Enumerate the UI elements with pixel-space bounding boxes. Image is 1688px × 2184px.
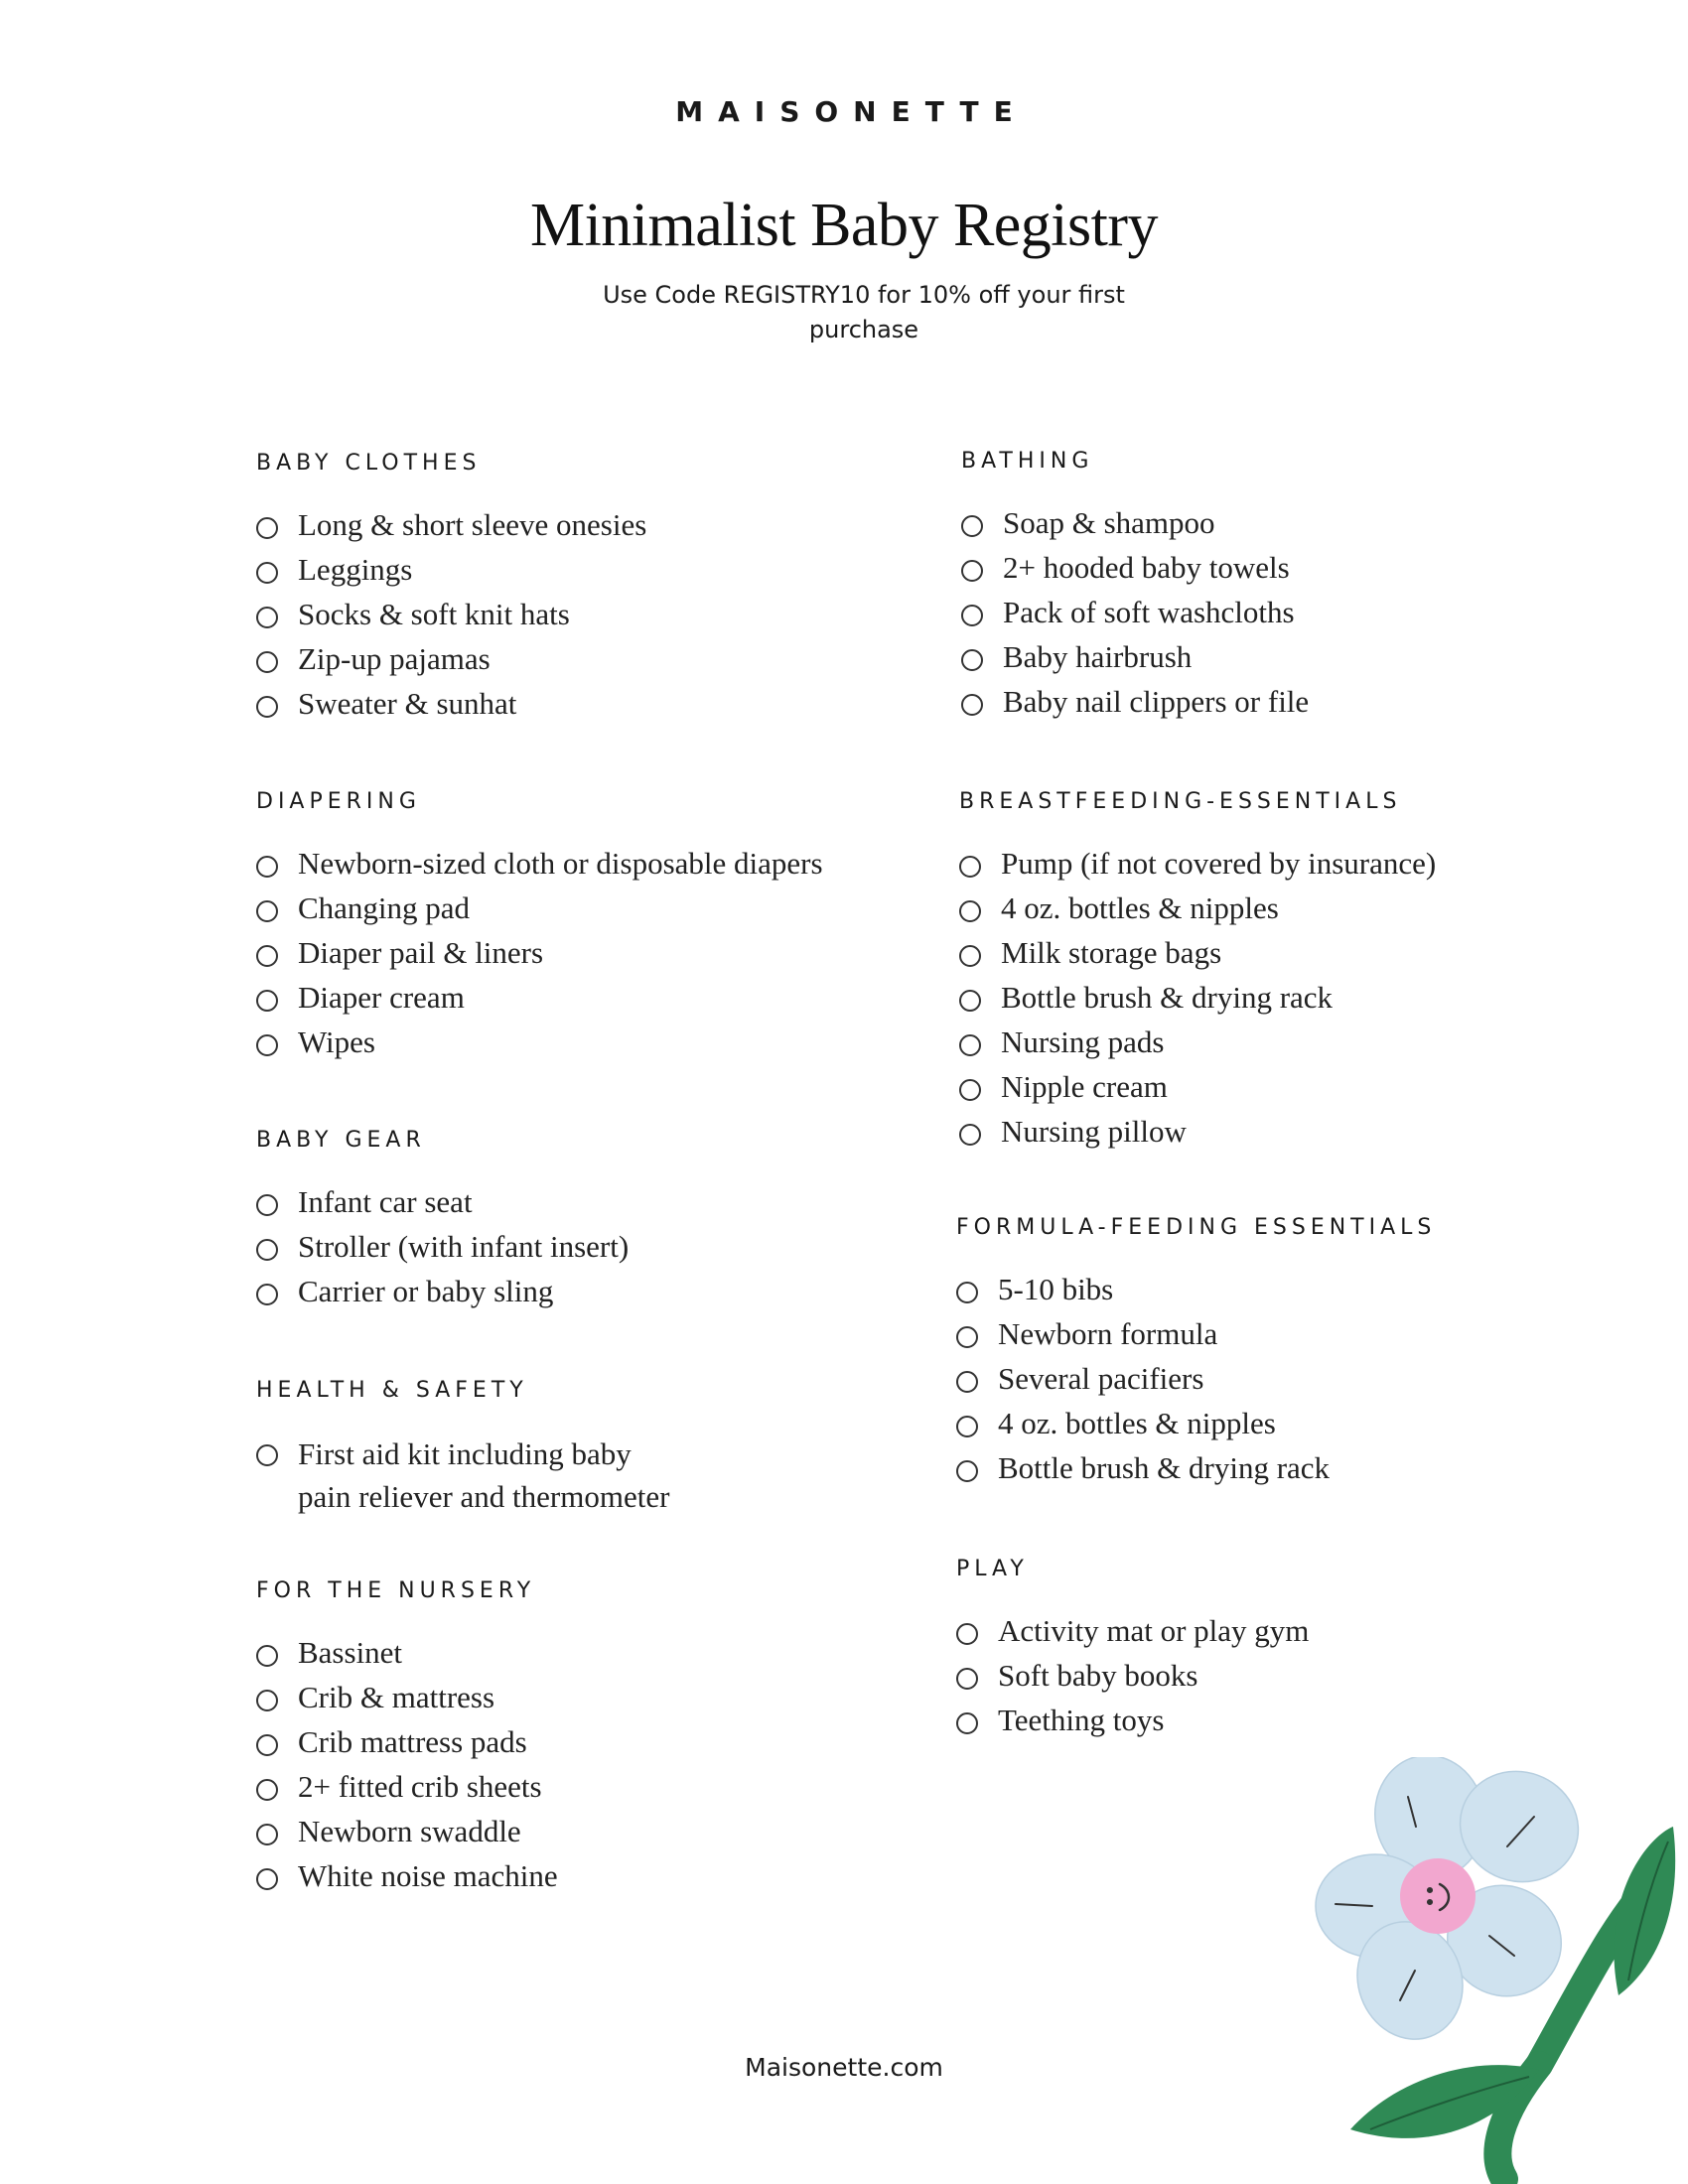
item-label: Crib & mattress (298, 1680, 495, 1714)
item-label: Diaper pail & liners (298, 935, 544, 970)
item-label: Pump (if not covered by insurance) (1001, 846, 1437, 881)
footer-website: Maisonette.com (745, 2053, 943, 2082)
list-item[interactable] (956, 1314, 1436, 1359)
list-item[interactable] (256, 1856, 558, 1901)
item-label: Activity mat or play gym (998, 1613, 1310, 1648)
section-heading: BABY GEAR (256, 1128, 426, 1153)
list-item[interactable] (256, 550, 646, 595)
checkbox-circle-icon[interactable] (959, 990, 981, 1012)
section-heading: FOR THE NURSERY (256, 1578, 536, 1603)
item-label: White noise machine (298, 1858, 558, 1893)
list-item[interactable] (956, 1404, 1436, 1448)
item-label: Milk storage bags (1001, 935, 1222, 970)
list-item[interactable] (959, 888, 1436, 933)
list-item[interactable] (256, 978, 823, 1023)
checklist (256, 1182, 629, 1316)
item-label: First aid kit including baby pain reliever and thermometer (298, 1436, 670, 1514)
item-label: Wipes (298, 1024, 375, 1059)
checklist (961, 503, 1309, 727)
list-item[interactable] (956, 1359, 1436, 1404)
checkbox-circle-icon[interactable] (961, 649, 983, 671)
checkbox-circle-icon[interactable] (956, 1416, 978, 1437)
checkbox-circle-icon[interactable] (256, 562, 278, 584)
list-item[interactable] (256, 1023, 823, 1067)
item-label: 4 oz. bottles & nipples (1001, 890, 1279, 925)
promo-code-text: Use Code REGISTRY10 for 10% off your first purchase (603, 281, 1125, 343)
checkbox-circle-icon[interactable] (256, 1645, 278, 1667)
section-bathing (961, 449, 1309, 727)
item-label: Carrier or baby sling (298, 1274, 554, 1308)
checkbox-circle-icon[interactable] (256, 517, 278, 539)
item-label: Bottle brush & drying rack (1001, 980, 1334, 1015)
checkbox-circle-icon[interactable] (256, 1734, 278, 1756)
list-item[interactable] (256, 684, 646, 729)
list-item[interactable] (256, 595, 646, 639)
item-label: Nursing pillow (1001, 1114, 1187, 1149)
list-item[interactable] (256, 639, 646, 684)
item-label: Diaper cream (298, 980, 465, 1015)
checklist (256, 844, 823, 1067)
checkbox-circle-icon[interactable] (959, 1079, 981, 1101)
checkbox-circle-icon[interactable] (256, 1284, 278, 1305)
checklist (256, 505, 646, 729)
checkbox-circle-icon[interactable] (256, 1194, 278, 1216)
list-item[interactable] (256, 1272, 629, 1316)
section-heading: PLAY (956, 1557, 1029, 1581)
item-label: 5-10 bibs (998, 1272, 1114, 1306)
item-label: 2+ hooded baby towels (1003, 550, 1290, 585)
list-item[interactable] (959, 978, 1436, 1023)
item-label: Baby nail clippers or file (1003, 684, 1310, 719)
list-item[interactable] (959, 844, 1436, 888)
list-item[interactable] (256, 844, 823, 888)
checkbox-circle-icon[interactable] (256, 1868, 278, 1890)
item-label: Stroller (with infant insert) (298, 1229, 630, 1264)
item-label: Socks & soft knit hats (298, 597, 570, 631)
checkbox-circle-icon[interactable] (956, 1668, 978, 1690)
item-label: Soap & shampoo (1003, 505, 1215, 540)
checkbox-circle-icon[interactable] (956, 1282, 978, 1303)
item-label: Nipple cream (1001, 1069, 1168, 1104)
item-label: Bottle brush & drying rack (998, 1450, 1331, 1485)
list-item[interactable] (956, 1656, 1309, 1701)
checkbox-circle-icon[interactable] (956, 1712, 978, 1734)
item-label: Zip-up pajamas (298, 641, 491, 676)
checklist (956, 1611, 1309, 1745)
checklist (256, 1433, 673, 1518)
item-label: Leggings (298, 552, 413, 587)
item-label: Infant car seat (298, 1184, 473, 1219)
item-label: Several pacifiers (998, 1361, 1204, 1396)
item-label: Newborn-sized cloth or disposable diapers (298, 846, 823, 881)
checklist (256, 1633, 558, 1901)
item-label: 2+ fitted crib sheets (298, 1769, 542, 1804)
item-label: Long & short sleeve onesies (298, 507, 647, 542)
checkbox-circle-icon[interactable] (959, 900, 981, 922)
list-item[interactable] (961, 682, 1309, 727)
checkbox-circle-icon[interactable] (956, 1371, 978, 1393)
checkbox-circle-icon[interactable] (256, 1239, 278, 1261)
checkbox-circle-icon[interactable] (256, 856, 278, 878)
checkbox-circle-icon[interactable] (961, 515, 983, 537)
item-label: Nursing pads (1001, 1024, 1165, 1059)
checkbox-circle-icon[interactable] (959, 945, 981, 967)
checkbox-circle-icon[interactable] (256, 945, 278, 967)
list-item[interactable] (956, 1270, 1436, 1314)
section-heading: HEALTH & SAFETY (256, 1378, 528, 1403)
list-item[interactable] (961, 548, 1309, 593)
section-heading: BATHING (961, 449, 1094, 474)
item-label: Crib mattress pads (298, 1724, 527, 1759)
checkbox-circle-icon[interactable] (256, 651, 278, 673)
page-title: Minimalist Baby Registry (529, 192, 1159, 259)
section-heading: DIAPERING (256, 789, 421, 814)
checkbox-circle-icon[interactable] (956, 1623, 978, 1645)
flower-illustration (1291, 1757, 1688, 2184)
list-item[interactable] (256, 888, 823, 933)
brand-logo: MAISONETTE (675, 95, 1028, 128)
list-item[interactable] (959, 933, 1436, 978)
checkbox-circle-icon[interactable] (959, 1034, 981, 1056)
list-item[interactable] (256, 1433, 673, 1518)
list-item[interactable] (256, 1227, 629, 1272)
section-baby-gear (256, 1128, 629, 1316)
list-item[interactable] (256, 1678, 558, 1722)
checkbox-circle-icon[interactable] (256, 1444, 278, 1466)
item-label: Changing pad (298, 890, 471, 925)
checkbox-circle-icon[interactable] (961, 560, 983, 582)
list-item[interactable] (256, 1722, 558, 1767)
checkbox-circle-icon[interactable] (256, 1034, 278, 1056)
list-item[interactable] (959, 1067, 1436, 1112)
checkbox-circle-icon[interactable] (256, 607, 278, 628)
checkbox-circle-icon[interactable] (961, 694, 983, 716)
checkbox-circle-icon[interactable] (256, 1824, 278, 1845)
section-baby-clothes (256, 451, 646, 729)
item-label: Newborn formula (998, 1316, 1218, 1351)
section-formula-feeding (956, 1215, 1436, 1493)
checkbox-circle-icon[interactable] (256, 900, 278, 922)
list-item[interactable] (959, 1112, 1436, 1157)
section-heading: FORMULA-FEEDING ESSENTIALS (956, 1215, 1437, 1240)
item-label: Bassinet (298, 1635, 403, 1670)
section-heading: BREASTFEEDING-ESSENTIALS (959, 789, 1402, 814)
list-item[interactable] (961, 503, 1309, 548)
list-item[interactable] (956, 1448, 1436, 1493)
checkbox-circle-icon[interactable] (956, 1326, 978, 1348)
checklist (956, 1270, 1436, 1493)
list-item[interactable] (256, 1182, 629, 1227)
item-label: Baby hairbrush (1003, 639, 1193, 674)
item-label: Pack of soft washcloths (1003, 595, 1295, 629)
list-item[interactable] (959, 1023, 1436, 1067)
checkbox-circle-icon[interactable] (256, 990, 278, 1012)
section-diapering (256, 789, 823, 1067)
section-play (956, 1557, 1309, 1745)
list-item[interactable] (256, 1633, 558, 1678)
list-item[interactable] (256, 1767, 558, 1812)
list-item[interactable] (956, 1701, 1309, 1745)
list-item[interactable] (256, 1812, 558, 1856)
checklist (959, 844, 1436, 1157)
list-item[interactable] (256, 505, 646, 550)
item-label: Teething toys (998, 1703, 1165, 1737)
item-label: Newborn swaddle (298, 1814, 521, 1848)
checkbox-circle-icon[interactable] (959, 856, 981, 878)
checkbox-circle-icon[interactable] (959, 1124, 981, 1146)
list-item[interactable] (961, 637, 1309, 682)
checkbox-circle-icon[interactable] (256, 696, 278, 718)
flower-center (1400, 1858, 1476, 1934)
item-label: 4 oz. bottles & nipples (998, 1406, 1276, 1440)
section-heading: BABY CLOTHES (256, 451, 482, 476)
item-label: Sweater & sunhat (298, 686, 517, 721)
section-health-safety (256, 1378, 673, 1518)
checkbox-circle-icon[interactable] (956, 1460, 978, 1482)
list-item[interactable] (256, 933, 823, 978)
item-label: Soft baby books (998, 1658, 1198, 1693)
checkbox-circle-icon[interactable] (961, 605, 983, 626)
section-nursery (256, 1578, 558, 1901)
list-item[interactable] (956, 1611, 1309, 1656)
list-item[interactable] (961, 593, 1309, 637)
section-breastfeeding (959, 789, 1436, 1157)
checkbox-circle-icon[interactable] (256, 1779, 278, 1801)
checkbox-circle-icon[interactable] (256, 1690, 278, 1711)
